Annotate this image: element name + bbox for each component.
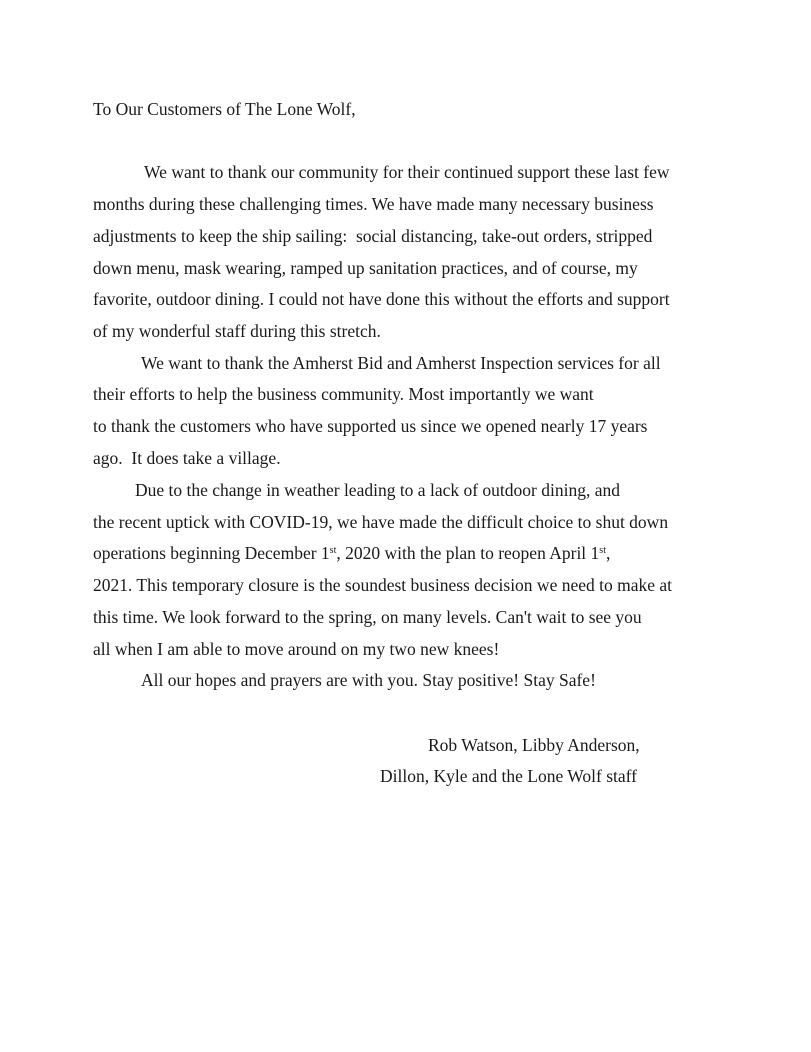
line-3-text-a: operations beginning December 1 (93, 543, 330, 563)
paragraph-2-line-4: ago. It does take a village. (93, 448, 281, 468)
paragraph-1-line-6: of my wonderful staff during this stretch. (93, 321, 381, 341)
paragraph-2-line-2: their efforts to help the business community. Most importantly we want (93, 384, 594, 404)
ordinal-suffix: st (599, 545, 606, 556)
paragraph-3-line-3 (93, 542, 610, 564)
paragraph-3-line-5: this time. We look forward to the spring, on many levels. Can't wait to see you (93, 607, 642, 627)
line-3-text-c: , (605, 543, 611, 563)
paragraph-1-line-5: favorite, outdoor dining. I could not have done this without the efforts and support (93, 289, 670, 309)
salutation: To Our Customers of The Lone Wolf, (93, 99, 356, 119)
signature-line-2: Dillon, Kyle and the Lone Wolf staff (380, 766, 637, 786)
paragraph-3-line-2: the recent uptick with COVID-19, we have made the difficult choice to shut down (93, 512, 669, 532)
line-3-text-b: , 2020 with the plan to reopen April 1 (336, 543, 600, 563)
paragraph-2-line-3: to thank the customers who have supported us since we opened nearly 17 years (93, 416, 648, 436)
paragraph-4: All our hopes and prayers are with you. Stay positive! Stay Safe! (141, 670, 596, 690)
paragraph-3-line-6: all when I am able to move around on my two new knees! (93, 639, 500, 659)
paragraph-3-line-1: Due to the change in weather leading to a lack of outdoor dining, and (135, 480, 620, 500)
signature-line-1: Rob Watson, Libby Anderson, (428, 735, 640, 755)
paragraph-1-line-4: down menu, mask wearing, ramped up sanitation practices, and of course, my (93, 258, 638, 278)
paragraph-1-line-3: adjustments to keep the ship sailing: social distancing, take-out orders, stripped (93, 226, 653, 246)
paragraph-1-line-1: We want to thank our community for their continued support these last few (140, 162, 670, 182)
ordinal-suffix: st (329, 545, 337, 556)
paragraph-2-line-1: We want to thank the Amherst Bid and Amherst Inspection services for all (141, 353, 661, 373)
paragraph-3-line-4: 2021. This temporary closure is the soundest business decision we need to make at (93, 575, 673, 595)
paragraph-1-line-2: months during these challenging times. We have made many necessary business (93, 194, 654, 214)
